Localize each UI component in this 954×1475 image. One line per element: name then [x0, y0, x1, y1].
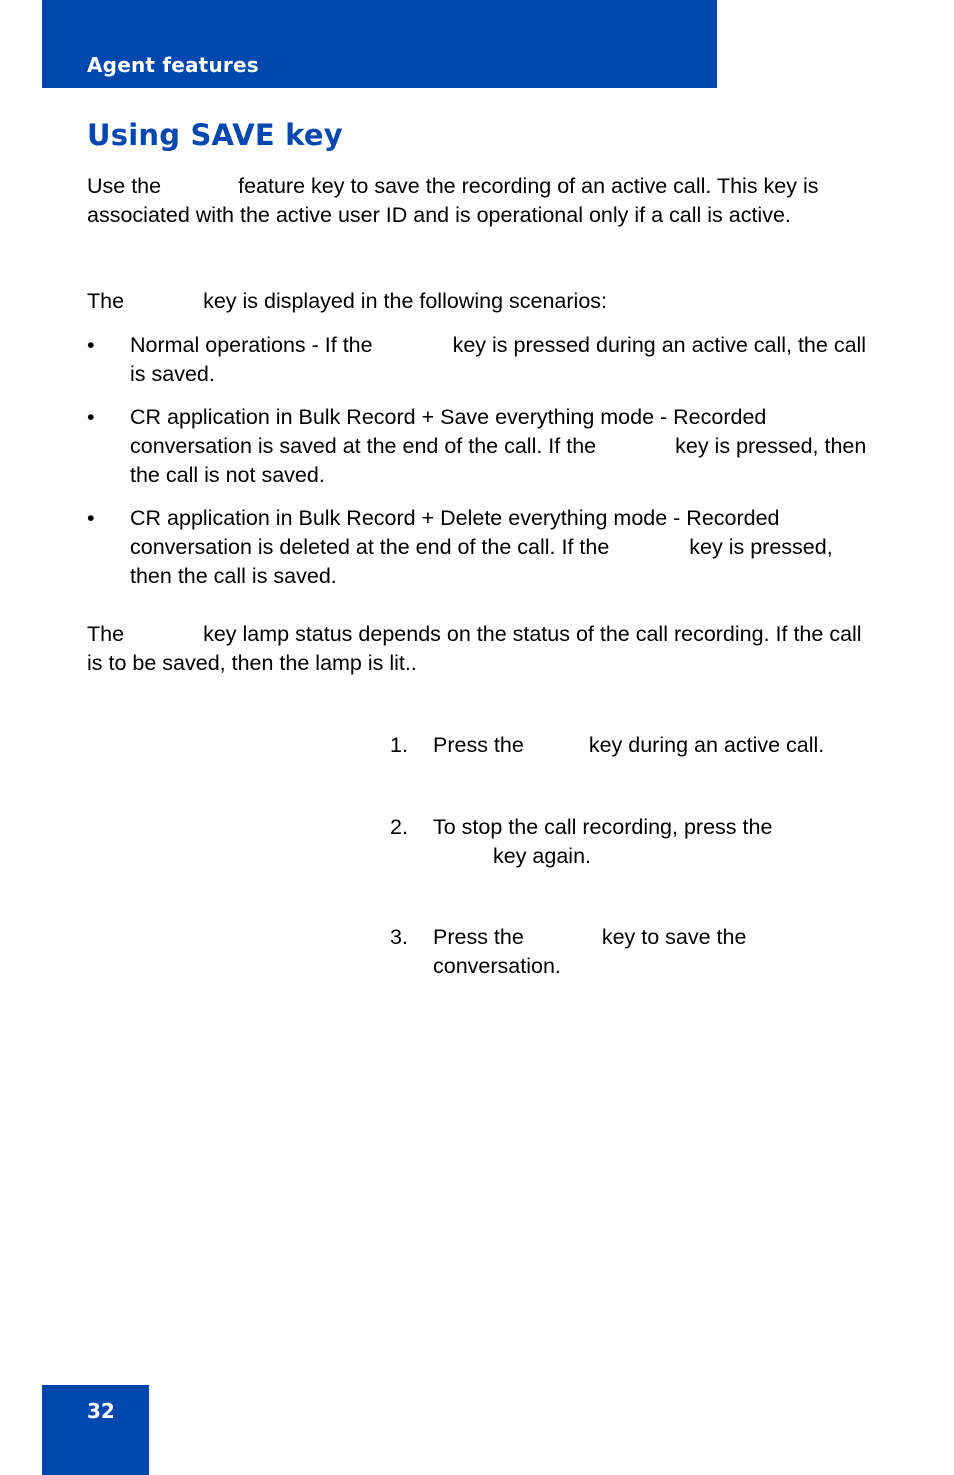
page-number-box [42, 1385, 149, 1475]
lamp-status-paragraph: The key lamp status depends on the status of the call recording. If the call is to be saved, then the lamp is lit.. [87, 622, 862, 675]
bullet-marker: • [87, 405, 95, 429]
page-title: Using SAVE key [87, 118, 343, 152]
bullet-marker: • [87, 506, 95, 530]
intro-paragraph: Use the feature key to save the recording of an active call. This key is associated with the active user ID and is operational only if a call is active. [87, 174, 819, 227]
section-label: Agent features [87, 53, 259, 77]
step-text: To stop the call recording, press the key again. [433, 815, 773, 868]
list-item-text: CR application in Bulk Record + Delete everything mode - Recorded conversation is deleted at the end of the call. If the key is pressed, then the call is saved. [130, 506, 833, 588]
step-text: Press the key to save the conversation. [433, 925, 747, 978]
page-number: 32 [87, 1399, 115, 1423]
step-number: 3. [390, 925, 408, 949]
step-number: 1. [390, 733, 408, 757]
step-number: 2. [390, 815, 408, 839]
header-bar [42, 0, 717, 88]
step-text: Press the key during an active call. [433, 733, 825, 757]
list-item-text: Normal operations - If the key is pressed during an active call, the call is saved. [130, 333, 867, 386]
list-item-text: CR application in Bulk Record + Save everything mode - Recorded conversation is saved at the end of the call. If the key is pressed, then the call is not saved. [130, 405, 867, 487]
scenarios-intro: The key is displayed in the following scenarios: [87, 289, 607, 313]
bullet-marker: • [87, 333, 95, 357]
